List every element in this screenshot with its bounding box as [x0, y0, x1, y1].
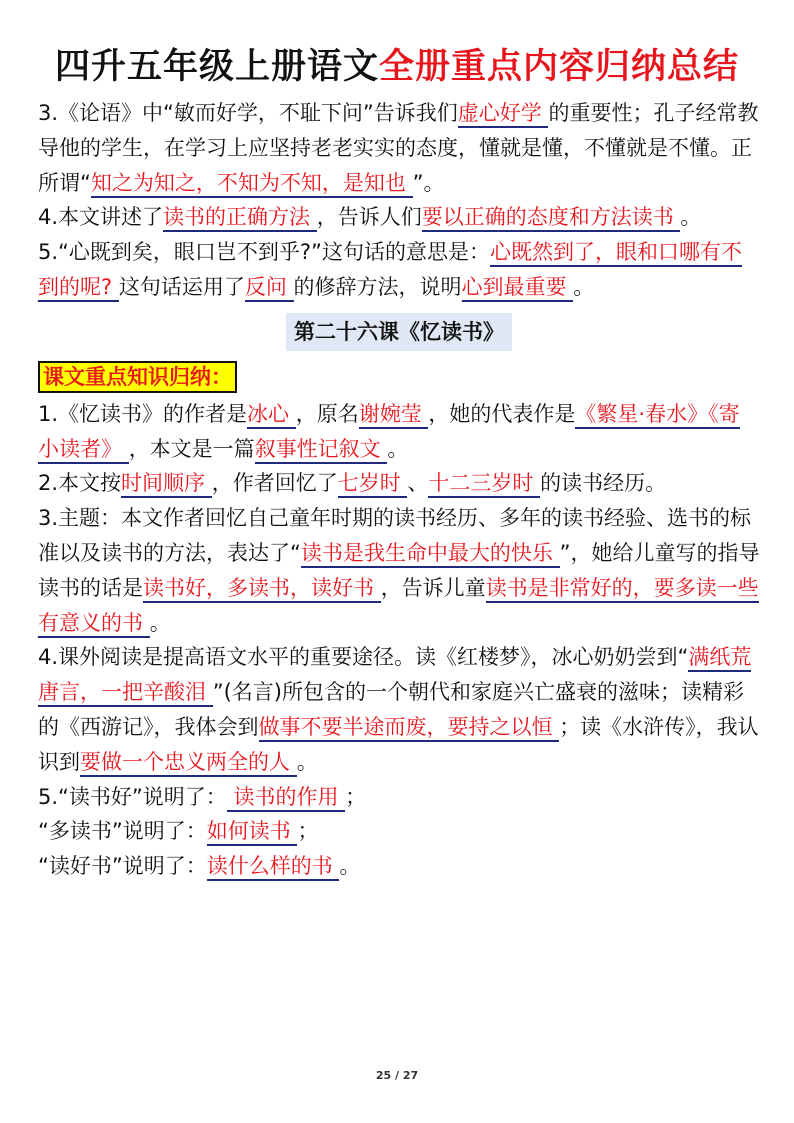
text: 这句话运用了 [118, 274, 245, 299]
text: ，告诉儿童 [380, 575, 486, 600]
text: ； [297, 819, 319, 844]
text: 4.课外阅读是提高语文水平的重要途径。读《红楼梦》，冰心奶奶尝到“ [38, 645, 689, 670]
paragraph-lesson-item-5c [38, 849, 760, 884]
lesson-heading: 第二十六课《忆读书》 [286, 313, 512, 351]
answer-blank: 心到最重要 [462, 275, 574, 302]
text: 、 [407, 471, 429, 496]
paragraph-lesson-item-4 [38, 640, 760, 779]
text: 5.“读书好”说明了： [38, 784, 227, 809]
answer-blank: 满纸荒唐言，一把辛酸泪 [38, 645, 751, 707]
text: 的修辞方法，说明 [293, 274, 462, 299]
paragraph-lesson-item-5a [38, 780, 760, 815]
paragraph-item-4-reading-method [38, 200, 760, 235]
text: 1.《忆读书》的作者是 [38, 401, 248, 426]
answer-blank: 如何读书 [207, 819, 298, 846]
answer-blank: 叙事性记叙文 [255, 437, 388, 464]
text: ，她的代表作是 [428, 401, 576, 426]
paragraph-lesson-item-1 [38, 397, 760, 467]
page-title [0, 42, 794, 92]
paragraph-item-3-lunyu [38, 96, 760, 200]
answer-blank: 读书的作用 [227, 785, 345, 812]
text: “多读书”说明了： [38, 819, 207, 844]
title-black-part: 四升五年级上册语文 [54, 47, 379, 87]
answer-blank: 要做一个忠义两全的人 [80, 750, 297, 777]
text: 。 [387, 436, 409, 461]
section-label: 课文重点知识归纳： [38, 361, 237, 393]
text: “读好书”说明了： [38, 854, 207, 879]
text: 2.本文按 [38, 471, 122, 496]
text: 。 [339, 854, 361, 879]
text: 3.《论语》中“敏而好学，不耻下问”告诉我们 [38, 101, 458, 125]
answer-blank: 读书好，多读书，读好书 [143, 576, 381, 603]
answer-blank: 做事不要半途而废，要持之以恒 [259, 715, 560, 742]
answer-blank: 知之为知之，不知为不知，是知也 [91, 171, 413, 198]
text: ，本文是一篇 [128, 436, 255, 461]
content-body [38, 96, 760, 884]
text: 4.本文讲述了 [38, 205, 164, 230]
text: 的重要性；孔子经常教导他的学生，在学习上应坚持老老实实的态度，懂就是懂，不懂就是不懂。正所谓“ [38, 101, 759, 195]
lesson-heading-wrap [38, 313, 760, 351]
answer-blank: 反问 [245, 275, 294, 302]
answer-blank: 读书是非常好的，要多读一些有意义的书 [38, 576, 759, 638]
answer-blank: 读什么样的书 [207, 854, 340, 881]
text: 。 [573, 274, 595, 299]
text: 5.“心既到矣，眼口岂不到乎?”这句话的意思是： [38, 240, 490, 265]
page-number: 25 / 27 [375, 1069, 419, 1082]
text: 。 [149, 610, 171, 635]
paragraph-lesson-item-2 [38, 466, 760, 501]
answer-blank: 要以正确的态度和方法读书 [422, 205, 681, 232]
text: 。 [680, 205, 702, 230]
answer-blank: 冰心 [247, 402, 296, 429]
text: ；读《水浒传》，我认识到 [38, 714, 759, 774]
text: 的读书经历。 [540, 471, 667, 496]
section-label-wrap [38, 355, 760, 397]
text: 3.主题：本文作者回忆自己童年时期的读书经历、多年的读书经验、选书的标准以及读书的方法，表达了“ [38, 506, 752, 565]
answer-blank: 读书是我生命中最大的快乐 [301, 541, 560, 568]
title-red-part: 全册重点内容归纳总结 [379, 47, 740, 87]
text: ，告诉人们 [316, 205, 422, 230]
paragraph-lesson-item-3 [38, 501, 760, 640]
text: ”(名言)所包含的一个朝代和家庭兴亡盛衰的滋味；读精彩的《西游记》，我体会到 [38, 680, 744, 739]
paragraph-lesson-item-5b [38, 814, 760, 849]
answer-blank: 读书的正确方法 [163, 205, 317, 232]
text: ，作者回忆了 [211, 471, 338, 496]
text: ； [345, 784, 367, 809]
answer-blank: 《繁星·春水》《寄小读者》 [38, 402, 740, 464]
answer-blank: 谢婉莹 [359, 402, 429, 429]
answer-blank: 心既然到了，眼和口哪有不到的呢? [38, 240, 742, 302]
answer-blank: 虚心好学 [458, 101, 549, 128]
answer-blank: 七岁时 [338, 471, 408, 498]
text: 。 [296, 749, 318, 774]
text: ，原名 [295, 401, 359, 426]
text: ”。 [412, 170, 445, 195]
paragraph-item-5-heart-eyes-mouth [38, 235, 760, 305]
text: ”，她给儿童写的指导读书的话是 [38, 540, 760, 600]
answer-blank: 时间顺序 [121, 471, 212, 498]
answer-blank: 十二三岁时 [428, 471, 540, 498]
